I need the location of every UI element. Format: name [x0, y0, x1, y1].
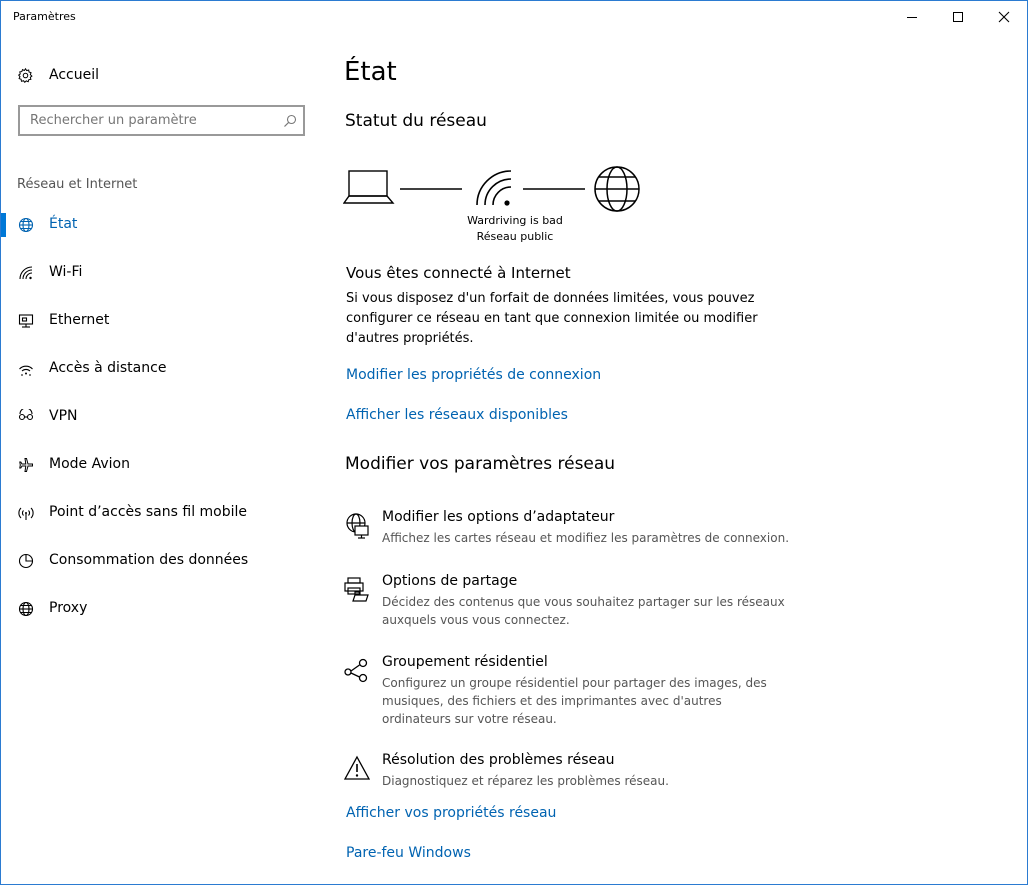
- search-box[interactable]: [18, 105, 305, 136]
- close-icon: [998, 11, 1010, 23]
- maximize-icon: [952, 11, 964, 23]
- hotspot-icon: [17, 504, 35, 522]
- sidebar-item-vpn[interactable]: [1, 393, 321, 441]
- sharing-icon: [343, 575, 371, 603]
- warning-icon: [343, 754, 371, 782]
- wifi-signal-icon: [473, 163, 517, 209]
- laptop-icon: [343, 167, 395, 207]
- close-button[interactable]: [981, 1, 1027, 33]
- sidebar-item-label: Consommation des données: [49, 552, 249, 568]
- option-description: Affichez les cartes réseau et modifiez les paramètres de connexion.: [382, 531, 790, 545]
- main-content: [321, 33, 1021, 883]
- sharing-options-item[interactable]: [343, 573, 803, 631]
- connected-heading: Vous êtes connecté à Internet: [346, 264, 571, 282]
- sidebar-item-label: État: [49, 216, 78, 232]
- option-description: Diagnostiquez et réparez les problèmes réseau.: [382, 774, 669, 788]
- proxy-globe-icon: [17, 600, 35, 618]
- sidebar-item-mode-avion[interactable]: [1, 441, 321, 489]
- connection-line: [523, 187, 587, 191]
- homegroup-item[interactable]: [343, 654, 803, 732]
- network-name: Wardriving is bad: [467, 214, 563, 227]
- ethernet-icon: [17, 312, 35, 330]
- airplane-icon: [17, 456, 35, 474]
- data-usage-icon: [17, 552, 35, 570]
- connected-description: Si vous disposez d'un forfait de données limitées, vous pouvez configurer ce réseau en tant que connexion limitée ou modifier d'autres propriétés.: [346, 291, 758, 346]
- homegroup-icon: [343, 656, 371, 684]
- sidebar-item-hotspot[interactable]: [1, 489, 321, 537]
- sidebar-item-consommation[interactable]: [1, 537, 321, 585]
- sidebar-item-label: Ethernet: [49, 312, 110, 328]
- search-input[interactable]: [20, 107, 275, 134]
- connection-line: [400, 187, 464, 191]
- adapter-options-item[interactable]: [343, 509, 803, 549]
- sidebar-item-ethernet[interactable]: [1, 297, 321, 345]
- connection-properties-link[interactable]: Modifier les propriétés de connexion: [346, 367, 602, 383]
- network-properties-link[interactable]: Afficher vos propriétés réseau: [346, 805, 557, 821]
- dialup-icon: [17, 360, 35, 378]
- sidebar-section-label: Réseau et Internet: [17, 177, 138, 192]
- globe-status-icon: [17, 216, 35, 234]
- available-networks-link[interactable]: Afficher les réseaux disponibles: [346, 407, 568, 423]
- change-settings-heading: Modifier vos paramètres réseau: [345, 454, 616, 474]
- gear-icon: [17, 67, 34, 84]
- search-icon[interactable]: [283, 113, 297, 132]
- window-title: Paramètres: [13, 10, 76, 23]
- troubleshoot-item[interactable]: [343, 752, 803, 792]
- internet-globe-icon: [593, 165, 641, 213]
- sidebar-item-wifi[interactable]: [1, 249, 321, 297]
- sidebar-item-label: Point d’accès sans fil mobile: [49, 504, 248, 520]
- maximize-button[interactable]: [935, 1, 981, 33]
- option-description: Décidez des contenus que vous souhaitez partager sur les réseaux auxquels vous vous connectez.: [382, 595, 785, 627]
- home-nav-item[interactable]: [17, 63, 99, 87]
- option-title: Options de partage: [382, 573, 518, 589]
- windows-firewall-link[interactable]: Pare-feu Windows: [346, 845, 471, 861]
- wifi-icon: [17, 264, 35, 282]
- sidebar-item-label: VPN: [49, 408, 78, 424]
- option-title: Modifier les options d’adaptateur: [382, 509, 615, 525]
- option-title: Groupement résidentiel: [382, 654, 548, 670]
- minimize-icon: [906, 11, 918, 23]
- title-bar: [1, 1, 1027, 33]
- status-heading: Statut du réseau: [345, 111, 487, 131]
- adapter-icon: [343, 511, 371, 539]
- vpn-icon: [17, 408, 35, 426]
- sidebar-item-acces-distance[interactable]: [1, 345, 321, 393]
- sidebar-item-label: Accès à distance: [49, 360, 167, 376]
- minimize-button[interactable]: [889, 1, 935, 33]
- network-diagram: [343, 163, 653, 253]
- sidebar: [1, 33, 321, 886]
- network-type: Réseau public: [476, 230, 554, 243]
- option-title: Résolution des problèmes réseau: [382, 752, 615, 768]
- sidebar-item-label: Wi-Fi: [49, 264, 83, 280]
- sidebar-item-etat[interactable]: [1, 201, 321, 249]
- sidebar-item-label: Mode Avion: [49, 456, 130, 472]
- option-description: Configurez un groupe résidentiel pour partager des images, des musiques, des fichiers et des imprimantes avec d'autres ordinateurs sur votre réseau.: [382, 676, 767, 726]
- sidebar-nav: [1, 201, 321, 633]
- sidebar-item-label: Proxy: [49, 600, 88, 616]
- page-title: État: [344, 57, 397, 87]
- sidebar-item-proxy[interactable]: [1, 585, 321, 633]
- home-label: Accueil: [49, 67, 99, 83]
